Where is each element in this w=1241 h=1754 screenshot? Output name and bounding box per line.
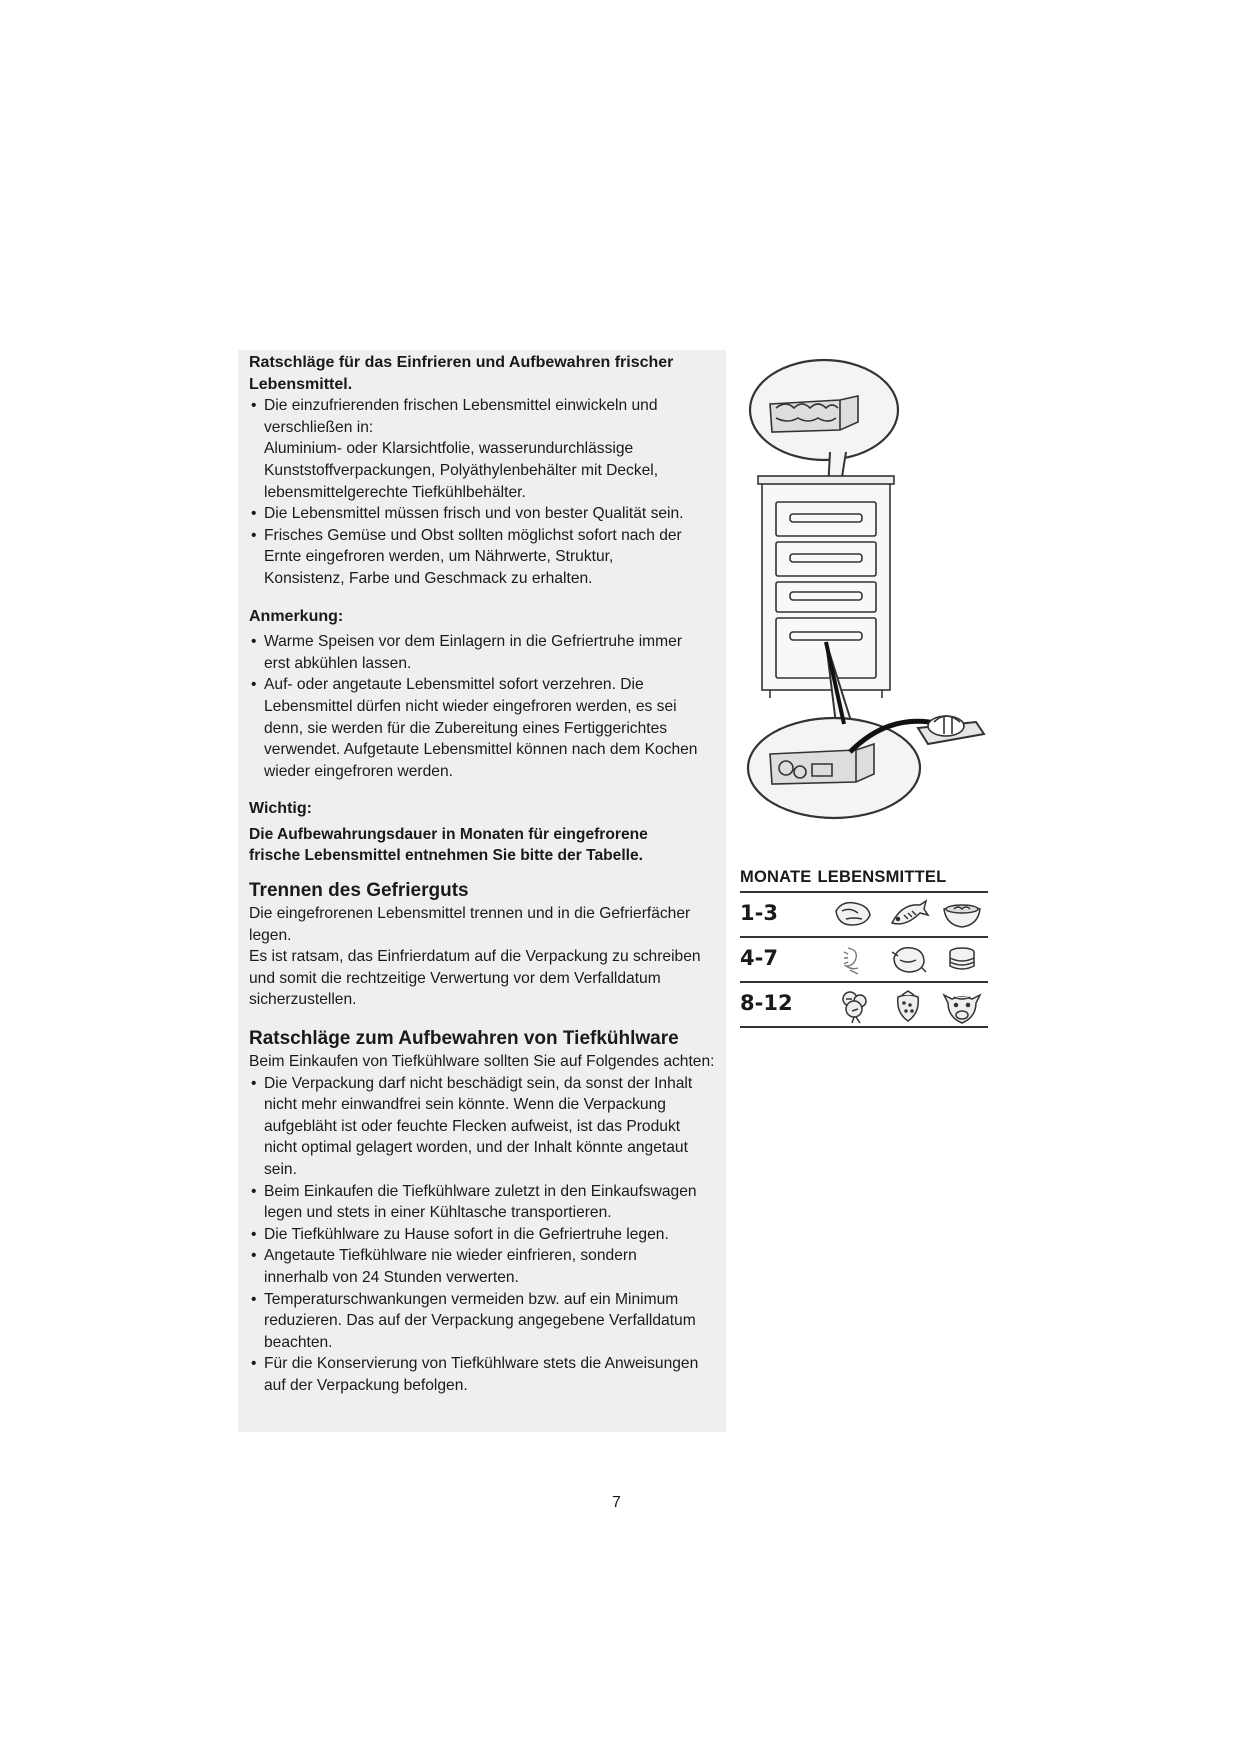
- main-column: [249, 352, 719, 1397]
- list-item: • Warme Speisen vor dem Einlagern in die Gefriertruhe immer erst abkühlen lassen.: [249, 631, 719, 674]
- column-header-months: MONATE: [740, 868, 812, 886]
- important-text: Die Aufbewahrungsdauer in Monaten für eingefrorene frische Lebensmittel entnehmen Sie bitte der Tabelle.: [249, 825, 648, 865]
- list-item: • Temperaturschwankungen vermeiden bzw. auf ein Minimum reduzieren. Das auf der Verpackung angegebene Verfalldatum beachten.: [249, 1289, 719, 1354]
- freezing-tips-list: [249, 395, 719, 589]
- separate-paragraph-1: Die eingefrorenen Lebensmittel trennen und in die Gefrierfächer legen.: [249, 905, 691, 944]
- list-item: • Die Tiefkühlware zu Hause sofort in die Gefriertruhe legen.: [249, 1224, 719, 1246]
- page-number: 7: [612, 1494, 621, 1511]
- poultry-icon: [886, 942, 930, 976]
- list-item: • Auf- oder angetaute Lebensmittel sofort verzehren. Die Lebensmittel dürfen nicht wieder eingefroren werden, es sei denn, sie werden für die Zubereitung eines Fertiggerichtes verwendet. Aufgetaute Lebensmittel können nach dem Kochen wieder eingefroren werden.: [249, 674, 719, 782]
- months-cell: 1-3: [740, 901, 778, 925]
- soup-bowl-icon: [940, 897, 984, 931]
- fish-icon: [886, 897, 930, 931]
- table-row: [740, 938, 988, 983]
- section-title-separate: Trennen des Gefrierguts: [249, 880, 469, 902]
- strawberry-icon: [886, 987, 930, 1025]
- vegetables-icon: [832, 987, 876, 1025]
- section-title-freezing: Ratschläge für das Einfrieren und Aufbewahren frischer Lebensmittel.: [249, 354, 674, 393]
- shrimp-icon: [832, 942, 876, 976]
- list-item: • Die einzufrierenden frischen Lebensmittel einwickeln und verschließen in: Aluminium- oder Klarsichtfolie, wasserundurchlässige Kunststoffverpackungen, Polyäthylenbehälter mit Deckel, lebensmittelgerechte Tiefkühlbehälter.: [249, 395, 719, 503]
- list-item: • Angetaute Tiefkühlware nie wieder einfrieren, sondern innerhalb von 24 Stunden verwerten.: [249, 1245, 719, 1288]
- freezer-illustration: [740, 352, 1000, 852]
- list-item: • Die Lebensmittel müssen frisch und von bester Qualität sein.: [249, 503, 719, 525]
- important-title: Wichtig:: [249, 800, 312, 818]
- months-cell: 8-12: [740, 991, 793, 1015]
- note-title: Anmerkung:: [249, 607, 344, 625]
- section-title-storage: Ratschläge zum Aufbewahren von Tiefkühlware: [249, 1028, 679, 1050]
- storage-intro: Beim Einkaufen von Tiefkühlware sollten Sie auf Folgendes achten:: [249, 1053, 715, 1071]
- list-item: • Frisches Gemüse und Obst sollten möglichst sofort nach der Ernte eingefroren werden, um Nährwerte, Struktur, Konsistenz, Farbe und Geschmack zu erhalten.: [249, 525, 719, 590]
- bread-icon: [832, 897, 876, 931]
- column-header-food: LEBENSMITTEL: [817, 868, 947, 886]
- storage-duration-table: [740, 868, 988, 1028]
- months-cell: 4-7: [740, 946, 778, 970]
- table-row: [740, 893, 988, 938]
- table-header: [740, 868, 988, 893]
- separate-paragraph-2: Es ist ratsam, das Einfrierdatum auf die Verpackung zu schreiben und somit die rechtzeitige Verwertung vor dem Verfalldatum sicherzustellen.: [249, 948, 701, 1009]
- list-item: • Beim Einkaufen die Tiefkühlware zuletzt in den Einkaufswagen legen und stets in einer Kühltasche transportieren.: [249, 1181, 719, 1224]
- list-item: • Die Verpackung darf nicht beschädigt sein, da sonst der Inhalt nicht mehr einwandfrei sein könnte. Wenn die Verpackung aufgebläht ist oder feuchte Flecken aufweist, ist das Produkt nicht optimal gelagert worden, und der Inhalt könnte angetaut sein.: [249, 1073, 719, 1181]
- storage-list: [249, 1073, 719, 1397]
- sliced-food-icon: [940, 942, 984, 976]
- table-row: [740, 983, 988, 1028]
- cow-icon: [940, 987, 984, 1025]
- list-item: • Für die Konservierung von Tiefkühlware stets die Anweisungen auf der Verpackung befolgen.: [249, 1353, 719, 1396]
- note-list: [249, 631, 719, 782]
